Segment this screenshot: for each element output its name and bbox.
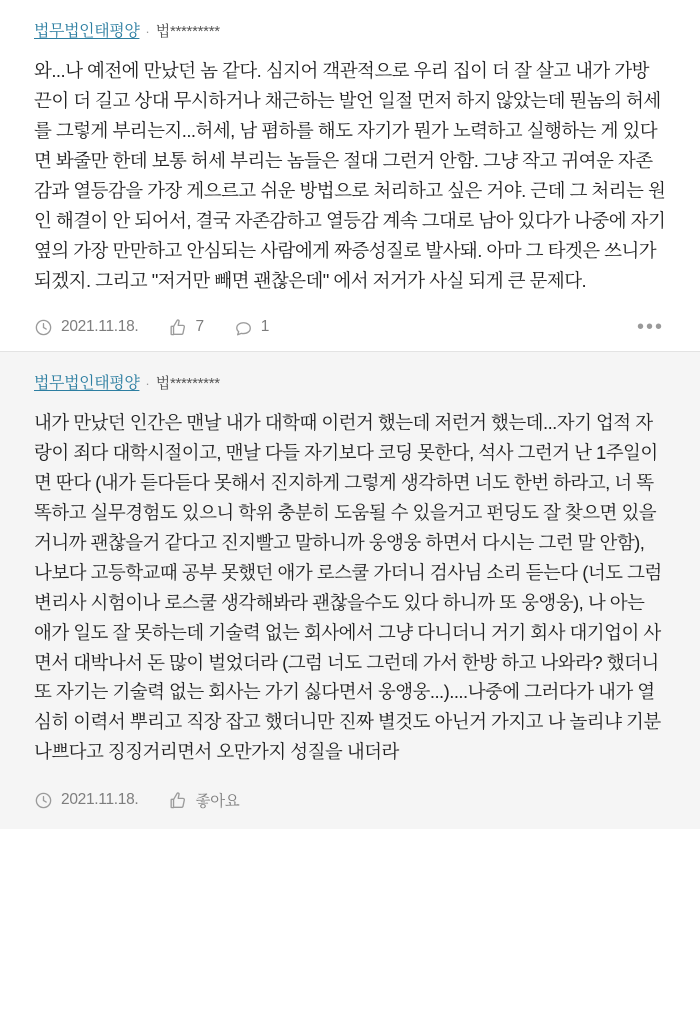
author-id: 법********* <box>155 23 220 40</box>
like-button[interactable] <box>168 789 239 811</box>
clock-icon <box>34 791 53 810</box>
author-id: 법********* <box>155 374 220 392</box>
clock-icon <box>34 318 53 337</box>
comment-date-label: 2021.11.18. <box>61 318 139 336</box>
speech-bubble-icon[interactable] <box>234 318 253 337</box>
comment-author-row <box>34 374 666 394</box>
comment-item <box>0 352 700 830</box>
author-name-link[interactable]: 법무법인태평양 <box>34 374 140 392</box>
like-count: 7 <box>195 318 204 336</box>
comment-meta-row <box>34 318 666 337</box>
more-options-button[interactable]: ••• <box>636 316 664 339</box>
author-separator: · <box>145 375 150 391</box>
reply-button[interactable] <box>234 318 269 337</box>
like-button[interactable] <box>168 318 203 337</box>
comment-date <box>34 791 138 810</box>
comment-item <box>0 0 700 351</box>
thumbs-up-icon[interactable] <box>168 791 187 810</box>
reply-count: 1 <box>260 318 270 336</box>
comment-body-text: 와...나 예전에 만났던 놈 같다. 심지어 객관적으로 우리 집이 더 잘 살고 내가 가방끈이 더 길고 상대 무시하거나 채근하는 발언 일절 먼저 하지 않았는데 뭔놈의 허세를 그렇게 부리는지...허세, 남 폄하를 해도 자기가 뭔가 노력하고 실행하는 게 있다면 봐줄만 한데 보통 허세 부리는 놈들은 절대 그런거 안함. 그냥 작고 귀여운 자존감과 열등감을 가장 게으르고 쉬운 방법으로 처리하고 싶은 거야. 근데 그 처리는 원인 해결이 안 되어서, 결국 자존감하고 열등감 계속 그대로 남아 있다가 나중에 자기 옆의 가장 만만하고 안심되는 사람에게 짜증성질로 발사돼. 아마 그 타겟은 쓰니가 되겠지. 그리고 "저거만 빼면 괜찮은데" 에서 저거가 사실 되게 큰 문제다. <box>34 60 670 291</box>
author-separator: · <box>145 24 150 39</box>
comment-body-text: 내가 만났던 인간은 맨날 내가 대학때 이런거 했는데 저런거 했는데...자기 업적 자랑이 죄다 대학시절이고, 맨날 다들 자기보다 코딩 못한다, 석사 그런거 난 1주일이면 딴다 (내가 듣다듣다 못해서 진지하게 그렇게 생각하면 너도 한번 하라고, 너 똑똑하고 실무경험도 있으니 학위 충분히 도움될 수 있을거고 펀딩도 잘 찾으면 있을거니까 괜찮을거 같다고 진지빨고 말하니까 웅앵웅 하면서 다시는 그런 말 안함), 나보다 고등학교때 공부 못했던 애가 로스쿨 가더니 검사님 소리 듣는다 (너도 그럼 변리사 시험이나 로스쿨 생각해봐라 괜찮을수도 있다 하니까 또 웅앵웅), 나 아는 애가 일도 잘 못하는데 기술력 없는 회사에서 그냥 다니더니 거기 회사 대기업이 사면서 대박나서 돈 많이 벌었더라 (그럼 너도 그런데 가서 한방 하고 나와라? 했더니 또 자기는 기술력 없는 회사는 가기 싫다면서 웅앵웅...)....나중에 그러다가 내가 열심히 이력서 뿌리고 직장 잡고 했더니만 진짜 별것도 아닌거 가지고 나 놀리냐 기분나쁘다고 징징거리면서 오만가지 성질을 내더라 <box>34 411 667 763</box>
comment-date <box>34 318 138 337</box>
author-name-link[interactable]: 법무법인태평양 <box>34 23 140 40</box>
comment-author-row <box>34 22 666 42</box>
comment-date-label: 2021.11.18. <box>61 791 139 809</box>
thumbs-up-icon[interactable] <box>168 318 187 337</box>
like-label: 좋아요 <box>195 793 240 811</box>
comment-meta-row <box>34 789 666 811</box>
